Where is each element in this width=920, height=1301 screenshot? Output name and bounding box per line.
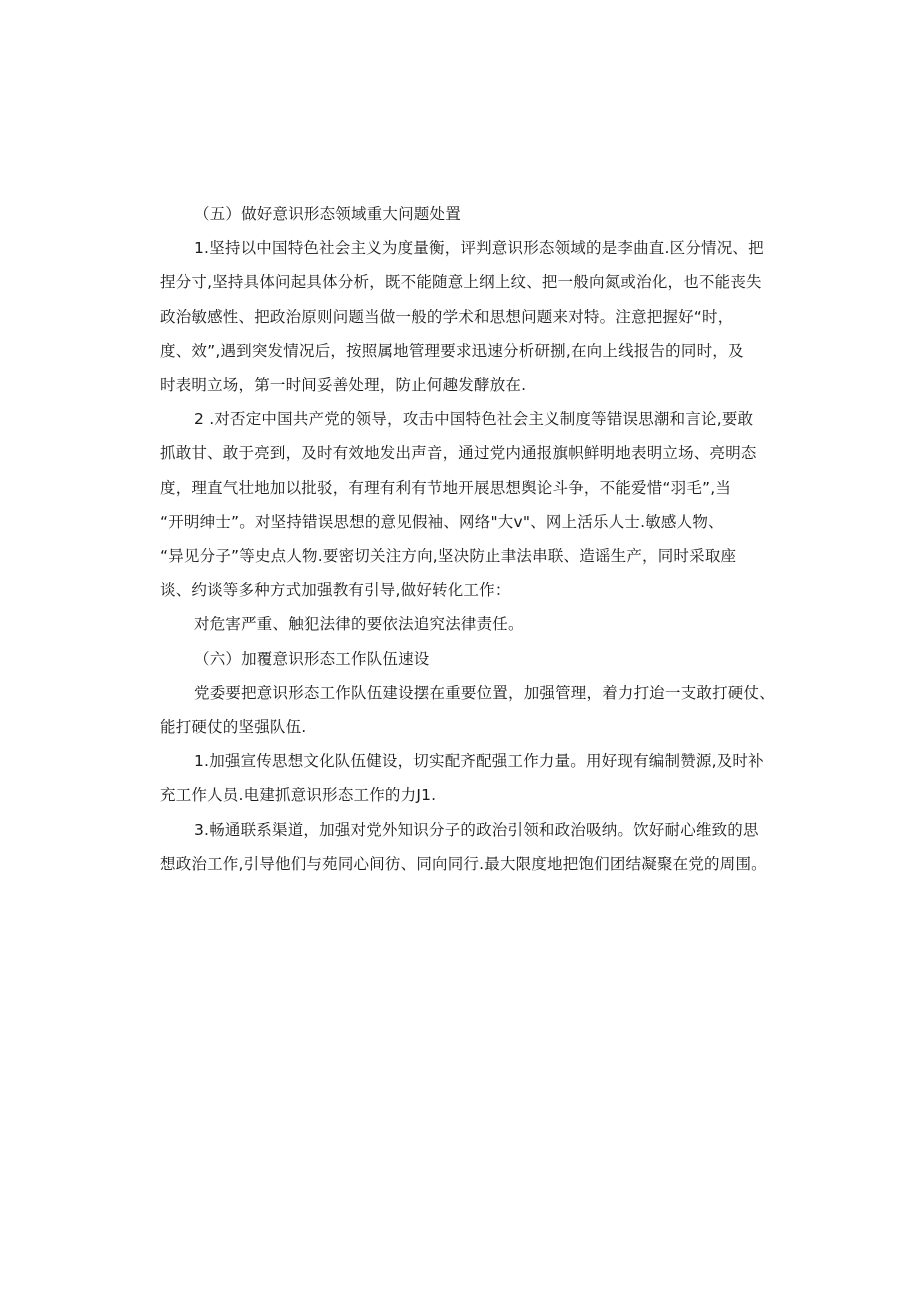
text-line: 谈、约谈等多种方式加强教有引导,做好转化工作： <box>160 581 511 600</box>
paragraph-team-building <box>160 676 775 744</box>
text-line: 党委要把意识形态工作队伍建设摆在重要位置，加强管理，着力打迨一支敢打硬仗、 <box>194 683 775 702</box>
paragraph-item-1-team <box>160 744 770 812</box>
text-line: 政治敏感性、把政治原则问题当做一般的学术和思想问题来对特。注意把握好“时， <box>160 307 734 326</box>
text-line: 捏分寸,坚持具体问起具体分析，既不能随意上纲上纹、把一般向氮或治化，也不能丧失 <box>160 273 762 292</box>
section-heading-5 <box>160 197 770 231</box>
text-line: 能打硬仗的坚强队伍. <box>160 718 307 737</box>
section-heading-6 <box>160 642 770 676</box>
text-line: “异见分子”等史点人物.要密切关注方向,坚决防止聿法串联、造谣生产，同时采取座 <box>160 547 737 566</box>
text-line: 3.畅通联系渠道，加强对党外知识分子的政治引领和政治吸纳。饮好耐心维致的思 <box>194 820 759 839</box>
text-line: 度、效”,遇到突发情况后，按照属地管理要求迅速分析研捌,在向上线报告的同时，及 <box>160 341 744 360</box>
text-line: 度，理直气壮地加以批驳，有理有利有节地开展思想舆论斗争，不能爱惜“羽毛”,当 <box>160 478 732 497</box>
text-line: 1.坚持以中国特色社会主义为度量衡，评判意识形态领域的是李曲直.区分情况、把 <box>194 239 764 258</box>
paragraph-item-1 <box>160 231 770 402</box>
paragraph-item-2 <box>160 402 770 607</box>
paragraph-item-3-team <box>160 813 770 881</box>
text-line: 时表明立场，第一时间妥善处理，防止何趣发酵放在. <box>160 376 527 395</box>
text-line: “开明绅士”。对坚持错误思想的意见假袖、网络"大v"、网上活乐人士.敏感人物、 <box>160 512 724 531</box>
paragraph-legal-liability <box>160 607 770 641</box>
text-line: 充工作人员.电建抓意识形态工作的力J1. <box>160 786 437 805</box>
document-body <box>160 197 775 881</box>
text-line: 对危害严重、触犯法律的要依法追究法律责任。 <box>194 615 524 634</box>
text-line: （六）加覆意识形态工作队伍速设 <box>194 649 430 668</box>
text-line: 1.加强宣传思想文化队伍健设，切实配齐配强工作力量。用好现有编制赞源,及时补 <box>194 752 764 771</box>
text-line: 2 .对否定中国共产党的领导，攻击中国特色社会主义制度等错误思潮和言论,要敢 <box>194 410 754 429</box>
text-line: 抓敢甘、敢于亮到，及时有效地发出声音，通过党内通报旗帜鲜明地表明立场、亮明态 <box>160 444 757 463</box>
text-line: 想政治工作,引导他们与苑同心间彷、同向同行.最大限度地把饱们团结凝聚在党的周围。 <box>160 854 767 873</box>
text-line: （五）做好意识形态领域重大问题处置 <box>194 205 461 223</box>
